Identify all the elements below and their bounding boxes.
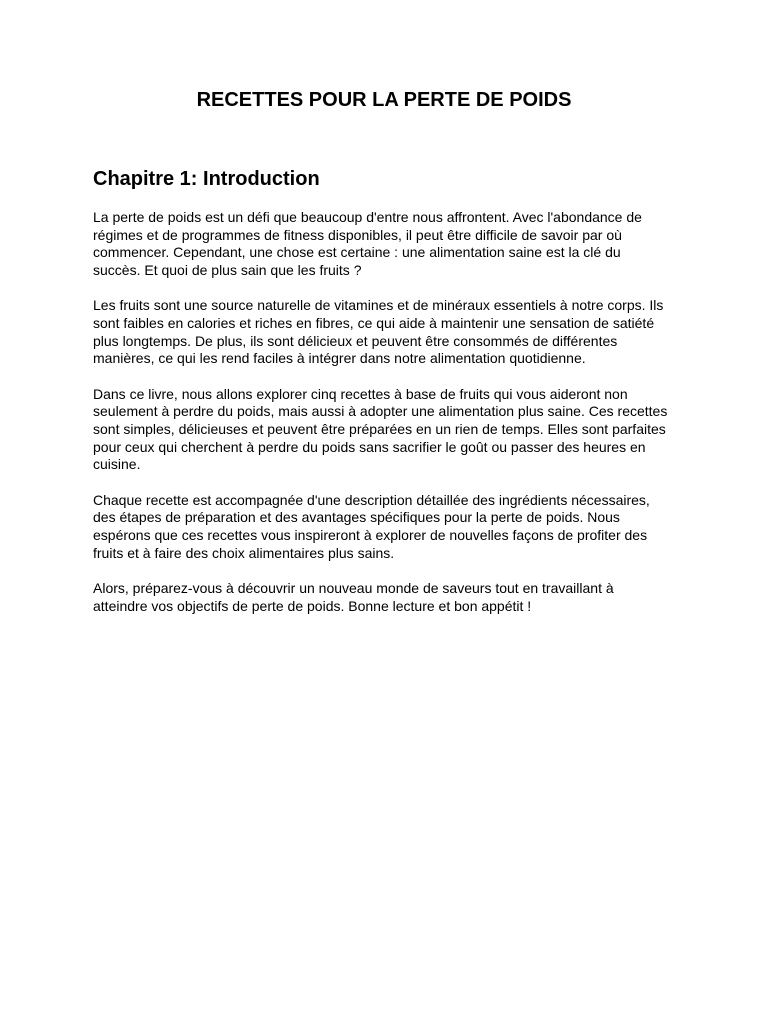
paragraph-2: [93, 297, 683, 367]
paragraph-3: [93, 386, 683, 474]
chapter-heading: Chapitre 1: Introduction: [93, 168, 320, 190]
text-line: pour ceux qui cherchent à perdre du poids sans sacrifier le goût ou passer des heures en: [93, 438, 646, 455]
paragraph-4: [93, 492, 683, 562]
text-line: sont faibles en calories et riches en fibres, ce qui aide à maintenir une sensation de satiété: [93, 314, 655, 331]
text-line: commencer. Cependant, une chose est certaine : une alimentation saine est la clé du: [93, 244, 621, 261]
text-line: fruits et à faire des choix alimentaires plus sains.: [93, 544, 395, 561]
document-title: RECETTES POUR LA PERTE DE POIDS: [196, 89, 572, 111]
body-text: [93, 209, 683, 633]
paragraph-1: [93, 209, 683, 279]
text-line: espérons que ces recettes vous inspireront à explorer de nouvelles façons de profiter des: [93, 526, 648, 543]
text-line: Les fruits sont une source naturelle de vitamines et de minéraux essentiels à notre corps. Ils: [93, 297, 664, 314]
text-line: Chaque recette est accompagnée d'une description détaillée des ingrédients nécessaires,: [93, 491, 650, 508]
text-line: seulement à perdre du poids, mais aussi à adopter une alimentation plus saine. Ces recettes: [93, 403, 668, 420]
text-line: des étapes de préparation et des avantages spécifiques pour la perte de poids. Nous: [93, 509, 620, 526]
text-line: plus longtemps. De plus, ils sont délicieux et peuvent être consommés de différentes: [93, 332, 618, 349]
text-line: succès. Et quoi de plus sain que les fruits ?: [93, 261, 362, 278]
text-line: atteindre vos objectifs de perte de poids. Bonne lecture et bon appétit !: [93, 597, 532, 614]
text-line: Dans ce livre, nous allons explorer cinq recettes à base de fruits qui vous aideront non: [93, 385, 628, 402]
text-line: La perte de poids est un défi que beaucoup d'entre nous affrontent. Avec l'abondance de: [93, 209, 642, 225]
text-line: régimes et de programmes de fitness disponibles, il peut être difficile de savoir par où: [93, 226, 622, 243]
text-line: sont simples, délicieuses et peuvent être préparées en un rien de temps. Elles sont parfaites: [93, 420, 666, 437]
text-line: manières, ce qui les rend faciles à intégrer dans notre alimentation quotidienne.: [93, 350, 586, 367]
text-line: Alors, préparez-vous à découvrir un nouveau monde de saveurs tout en travaillant à: [93, 580, 614, 597]
text-line: cuisine.: [93, 456, 141, 473]
paragraph-5: [93, 580, 683, 615]
